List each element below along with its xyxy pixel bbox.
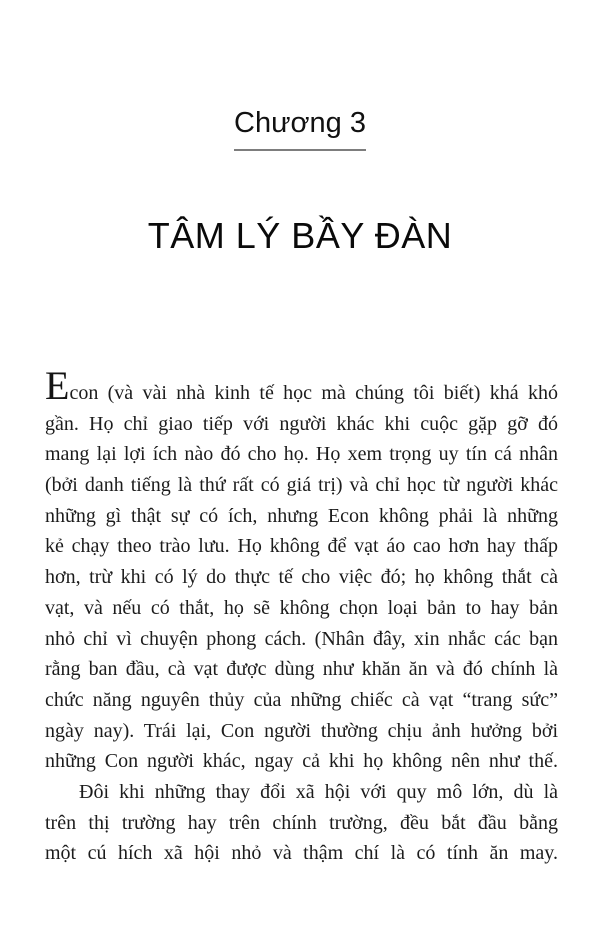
paragraph-indent bbox=[45, 797, 79, 798]
body-line: những Con người khác, ngay cả khi họ không nên như thế. bbox=[45, 750, 558, 773]
body-line: những gì thật sự có ích, nhưng Econ không phải là những bbox=[45, 504, 558, 527]
body-line: rằng ban đầu, cà vạt được dùng như khăn ăn và đó chính là bbox=[45, 658, 558, 681]
body-paragraphs bbox=[45, 363, 558, 869]
body-line: Đôi khi những thay đổi xã hội với quy mô lớn, dù là bbox=[45, 777, 558, 808]
chapter-title: TÂM LÝ BẦY ĐÀN bbox=[147, 215, 453, 256]
chapter-heading-rule bbox=[234, 149, 366, 151]
chapter-heading: Chương 3 bbox=[234, 107, 366, 139]
body-line: kẻ chạy theo trào lưu. Họ không để vạt áo cao hơn hay thấp bbox=[45, 535, 558, 558]
body-line: Econ (và vài nhà kinh tế học mà chúng tôi biết) khá khó bbox=[45, 363, 558, 408]
body-line: ngày nay). Trái lại, Con người thường chịu ảnh hưởng bởi bbox=[45, 719, 558, 742]
body-line: nhỏ chỉ vì chuyện phong cách. (Nhân đây, xin nhắc các bạn bbox=[45, 627, 558, 650]
body-line: một cú hích xã hội nhỏ và thậm chí là có tính ăn may. bbox=[45, 842, 558, 865]
body-line: gần. Họ chỉ giao tiếp với người khác khi cuộc gặp gỡ đó bbox=[45, 412, 558, 435]
body-line: vạt, và nếu có thắt, họ sẽ không chọn loại bản to hay bản bbox=[45, 596, 558, 619]
drop-cap-initial: E bbox=[45, 363, 70, 408]
body-line: chức năng nguyên thủy của những chiếc cà vạt “trang sức” bbox=[45, 688, 558, 711]
body-line: hơn, trừ khi có lý do thực tế cho việc đó; họ không thắt cà bbox=[45, 566, 558, 589]
body-line: (bởi danh tiếng là thứ rất có giá trị) và chỉ học từ người khác bbox=[45, 474, 558, 497]
body-line: trên thị trường hay trên chính trường, đều bắt đầu bằng bbox=[45, 811, 558, 834]
body-line: mang lại lợi ích nào đó cho họ. Họ xem trọng uy tín cá nhân bbox=[45, 443, 558, 466]
